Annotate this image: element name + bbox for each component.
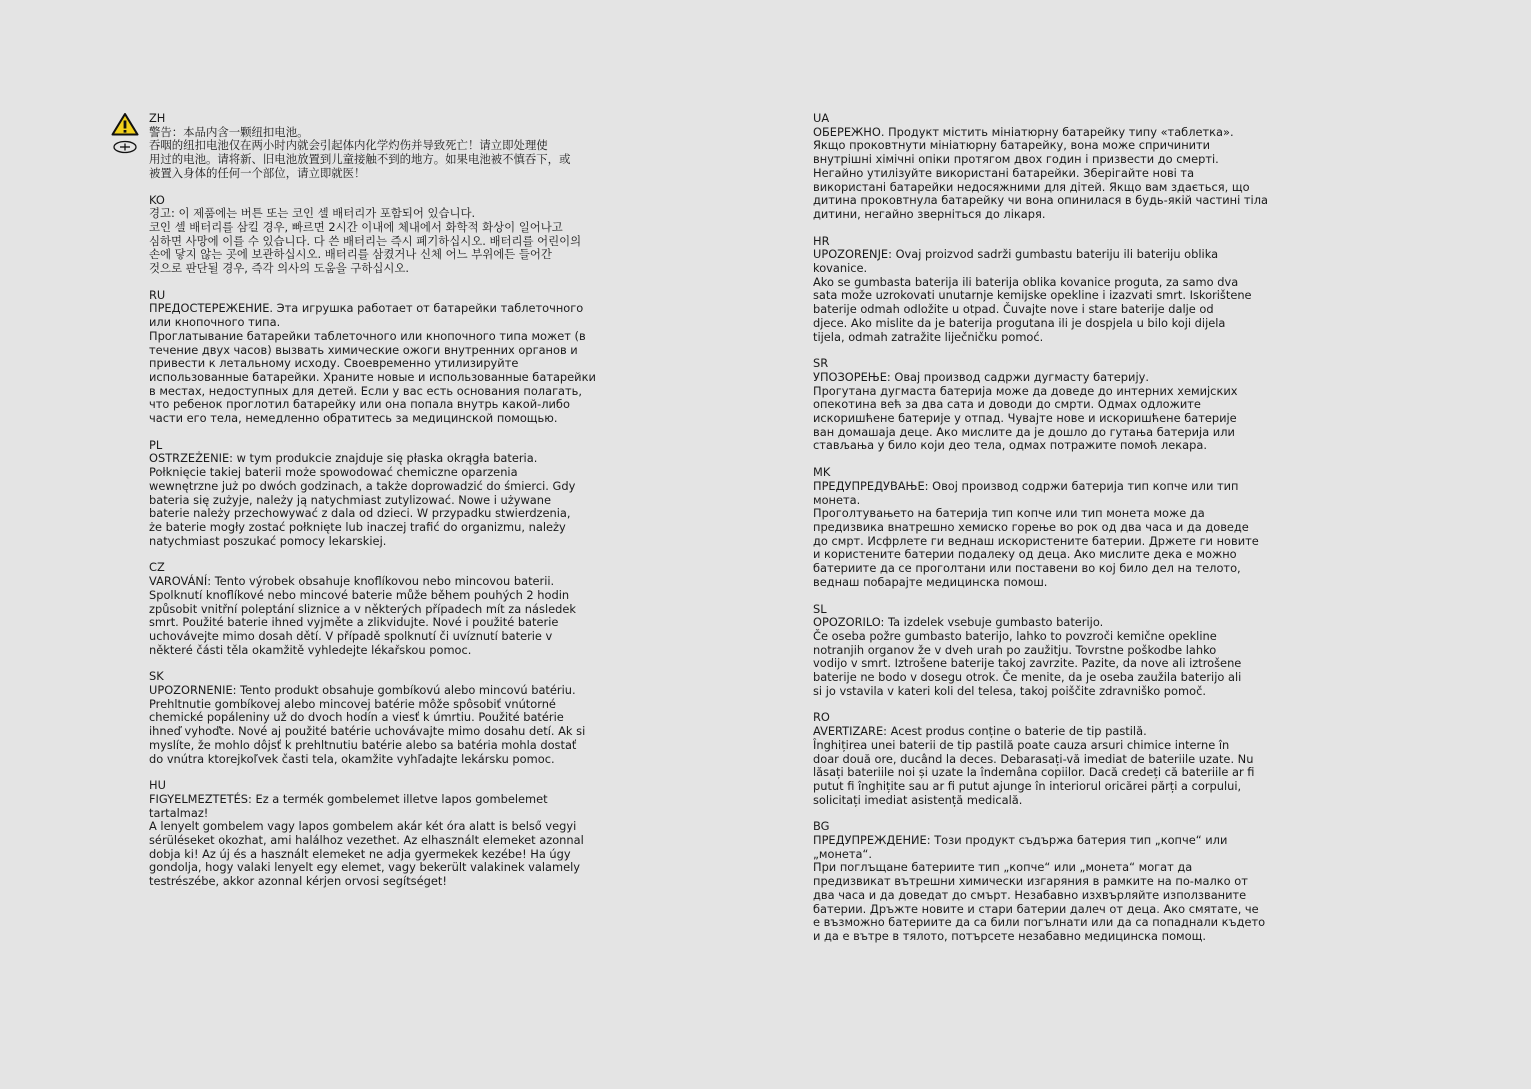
coin-battery-icon [112,140,138,154]
warning-body: A lenyelt gombelem vagy lapos gombelem akár két óra alatt is belső vegyi sérüléseket okozhat, ami halálhoz vezethet. Az elhasznált elemeket azonnal dobja ki! Az új és a használt elemeket ne adja gyermekek kezébe! Ha úgy gondolja, hogy valaki lenyelt egy elemet, vagy bekerült valakinek valamely testrészébe, akkor azonnal kérjen orvosi segítséget! [149,819,584,889]
warning-body: Проголтувањето на батерија тип копче или тип монета може да предизвика внатрешно хемиско горење во рок од два часа и да доведе до смрт. Исфрлете ги веднаш искористените батерии. Држете ги новите и користените батерии подалеку од деца. Ако мислите дека е можно батериите да се проголтани или поставени во кој било дел на телото, веднаш побарајте медицинска помош. [813,506,1259,589]
warning-heading: OPOZORILO: Ta izdelek vsebuje gumbasto baterijo. [813,615,1104,630]
warning-triangle-icon [111,112,139,136]
warning-section-mk [813,466,1273,589]
warning-heading: VAROVÁNÍ: Tento výrobek obsahuje knoflíkovou nebo mincovou baterii. [149,574,555,589]
warning-section-ko [149,194,609,276]
warning-heading: 경고: 이 제품에는 버튼 또는 코인 셀 배터리가 포함되어 있습니다. [149,206,476,221]
warning-body: При поглъщане батериите тип „копче“ или „монета“ могат да предизвикат вътрешни химически изгаряния в рамките на по-малко от два часа и да доведат до смърт. Незабавно изхвърляйте използваните батерии. Дръжте новите и стари батерии далеч от деца. Ако смятате, че е възможно батериите да са били погълнати или да са попаднали където и да е вътре в тялото, потърсете незабавно медицинска помощ. [813,860,1266,943]
warning-heading: UPOZORNENIE: Tento produkt obsahuje gombíkovú alebo mincovú batériu. [149,683,576,698]
warning-section-sl [813,603,1273,699]
language-code: SL [813,601,827,616]
warning-heading: ПРЕДУПРЕЖДЕНИЕ: Този продукт съдържа батерия тип „копче“ или „монета“. [813,833,1228,861]
warning-section-ro [813,711,1273,807]
warning-section-pl [149,439,609,549]
language-code: CZ [149,560,165,575]
warning-heading: FIGYELMEZTETÉS: Ez a termék gombelemet illetve lapos gombelemet tartalmaz! [149,791,548,820]
warning-section-ua [813,112,1273,222]
language-code: RU [149,287,166,302]
language-code: UA [813,111,830,125]
warning-section-hr [813,235,1273,345]
warning-heading: УПОЗОРЕЊЕ: Овај производ садржи дугмасту батерију. [813,369,1149,384]
warning-body: Înghițirea unei baterii de tip pastilă poate cauza arsuri chimice interne în doar două ore, ducând la deces. Debarasați-vă imediat de bateriile uzate. Nu lăsați bateriile noi și uzate la îndemâna copiilor. Dacă credeți că bateriile ar fi putut fi înghițite sau ar fi putut ajunge în interiorul oricărei părți a corpului, solicitați imediat asistență medicală. [813,737,1255,807]
warning-section-cz [149,561,609,657]
warning-icons [111,112,139,154]
warning-heading: AVERTIZARE: Acest produs conține o baterie de tip pastilă. [813,724,1147,739]
warning-body: Якщо проковтнути мініатюрну батарейку, вона може спричинити внутрішні хімічні опіки протягом двох годин і призвести до смерті. Негайно утилізуйте використані батарейки. Зберігайте нові та використані батарейки недосяжними для дітей. Якщо вам здається, що дитина проковтнула батарейку чи вона опинилася в будь-якій частині тіла дитини, негайно зверніться до лікаря. [813,138,1268,221]
warning-heading: ОБЕРЕЖНО. Продукт містить мініатюрну батарейку типу «таблетка». [813,124,1234,139]
language-code: RO [813,710,830,725]
warning-body: Прогутана дугмаста батерија може да доведе до интерних хемијских опекотина већ за два сата и доводи до смрти. Одмах одложите искоришћене батерије у отпад. Чувајте нове и искоришћене батерије ван домашаја деце. Ако мислите да је дошло до гутања батерија или стављања у било који део тела, одмах потражите помоћ лекара. [813,383,1238,453]
language-code: SK [149,669,164,684]
language-code: ZH [149,111,166,125]
language-code: MK [813,465,831,480]
warning-section-sr [813,357,1273,453]
warning-heading: 警告：本品内含一颗纽扣电池。 [149,124,309,139]
warning-section-zh [149,112,609,181]
warning-body: Spolknutí knoflíkové nebo mincové baterie může během pouhých 2 hodin způsobit vnitřní poleptání sliznice a v některých případech mít za následek smrt. Použité baterie ihned vyjměte a zlikvidujte. Nové i použité baterie uchovávejte mimo dosah dětí. V případě spolknutí či uvíznutí baterie v některé části těla okamžitě vyhledejte lékařskou pomoc. [149,587,576,657]
warning-section-bg [813,820,1273,943]
language-code: BG [813,819,830,834]
warning-section-sk [149,670,609,766]
warning-body: Проглатывание батарейки таблеточного или кнопочного типа может (в течение двух часов) вызвать химические ожоги внутренних органов и привести к летальному исходу. Своевременно утилизируйте использованные батарейки. Храните новые и использованные батарейки в местах, недоступных для детей. Если у вас есть основания полагать, что ребенок проглотил батарейку или она попала внутрь какой-либо части его тела, немедленно обратитесь за медицинской помощью. [149,328,596,426]
warning-body: 코인 셀 배터리를 삼킬 경우, 빠르면 2시간 이내에 체내에서 화학적 화상이 일어나고 심하면 사망에 이를 수 있습니다. 다 쓴 배터리는 즉시 폐기하십시오. 배터리를 어린이의 손에 닿지 않는 곳에 보관하십시오. 배터리를 삼켰거나 신체 어느 부위에든 들어간 것으로 판단될 경우, 즉각 의사의 도움을 구하십시오. [149,219,582,276]
language-code: HR [813,233,830,248]
warning-body: Če oseba požre gumbasto baterijo, lahko to povzroči kemične opekline notranjih organov že v dveh urah po zaužitju. Tovrstne poškodbe lahko vodijo v smrt. Iztrošene baterije takoj zavrzite. Pazite, da nove ali iztrošene baterije ne bodo v dosegu otrok. Če menite, da je oseba zaužila baterijo ali si jo vstavila v kateri koli del telesa, takoj poiščite zdravniško pomoč. [813,628,1242,698]
language-code: HU [149,778,166,793]
warning-heading: OSTRZEŻENIE: w tym produkcie znajduje się płaska okrągła bateria. [149,451,538,466]
language-code: PL [149,437,163,452]
warning-heading: ПРЕДУПРЕДУВАЊЕ: Овој производ содржи батерија тип копче или тип монета. [813,478,1239,507]
language-code: KO [149,192,165,207]
left-column [149,112,609,902]
warning-heading: ПРЕДОСТЕРЕЖЕНИЕ. Эта игрушка работает от батарейки таблеточного или кнопочного типа. [149,301,584,330]
warning-section-ru [149,289,609,426]
language-code: SR [813,356,829,371]
warning-body: Ako se gumbasta baterija ili baterija oblika kovanice proguta, za samo dva sata može uzrokovati unutarnje kemijske opekline i izazvati smrt. Iskorištene baterije odmah odložite u otpad. Čuvajte nove i stare baterije dalje od djece. Ako mislite da je baterija progutana ili je dospjela u bilo koji dijela tijela, odmah zatražite liječničku pomoć. [813,274,1252,344]
warning-section-hu [149,779,609,889]
warning-body: 吞咽的纽扣电池仅在两小时内就会引起体内化学灼伤并导致死亡！请立即处理使 用过的电池。请将新、旧电池放置到儿童接触不到的地方。如果电池被不慎吞下，或 被置入身体的任何一个部位，请立即就医！ [149,138,571,180]
right-column [813,112,1273,957]
warning-heading: UPOZORENJE: Ovaj proizvod sadrži gumbastu bateriju ili bateriju oblika kovanice. [813,247,1219,276]
warning-body: Prehltnutie gombíkovej alebo mincovej batérie môže spôsobiť vnútorné chemické popáleniny už do dvoch hodín a viesť k úmrtiu. Použité batérie ihneď vyhoďte. Nové aj použité batérie uchovávajte mimo dosahu detí. Ak si myslíte, že mohlo dôjsť k prehltnutiu batérie alebo sa batéria mohla dostať do vnútra ktorejkoľvek časti tela, okamžite vyhľadajte lekársku pomoc. [149,696,586,766]
warning-body: Połknięcie takiej baterii może spowodować chemiczne oparzenia wewnętrzne już po dwóch godzinach, a także doprowadzić do śmierci. Gdy bateria się zużyje, należy ją natychmiast zutylizować. Nowe i używane baterie należy przechowywać z dala od dzieci. W przypadku stwierdzenia, że baterie mogły zostać połknięte lub inaczej trafić do organizmu, należy natychmiast poszukać pomocy lekarskiej. [149,465,576,548]
